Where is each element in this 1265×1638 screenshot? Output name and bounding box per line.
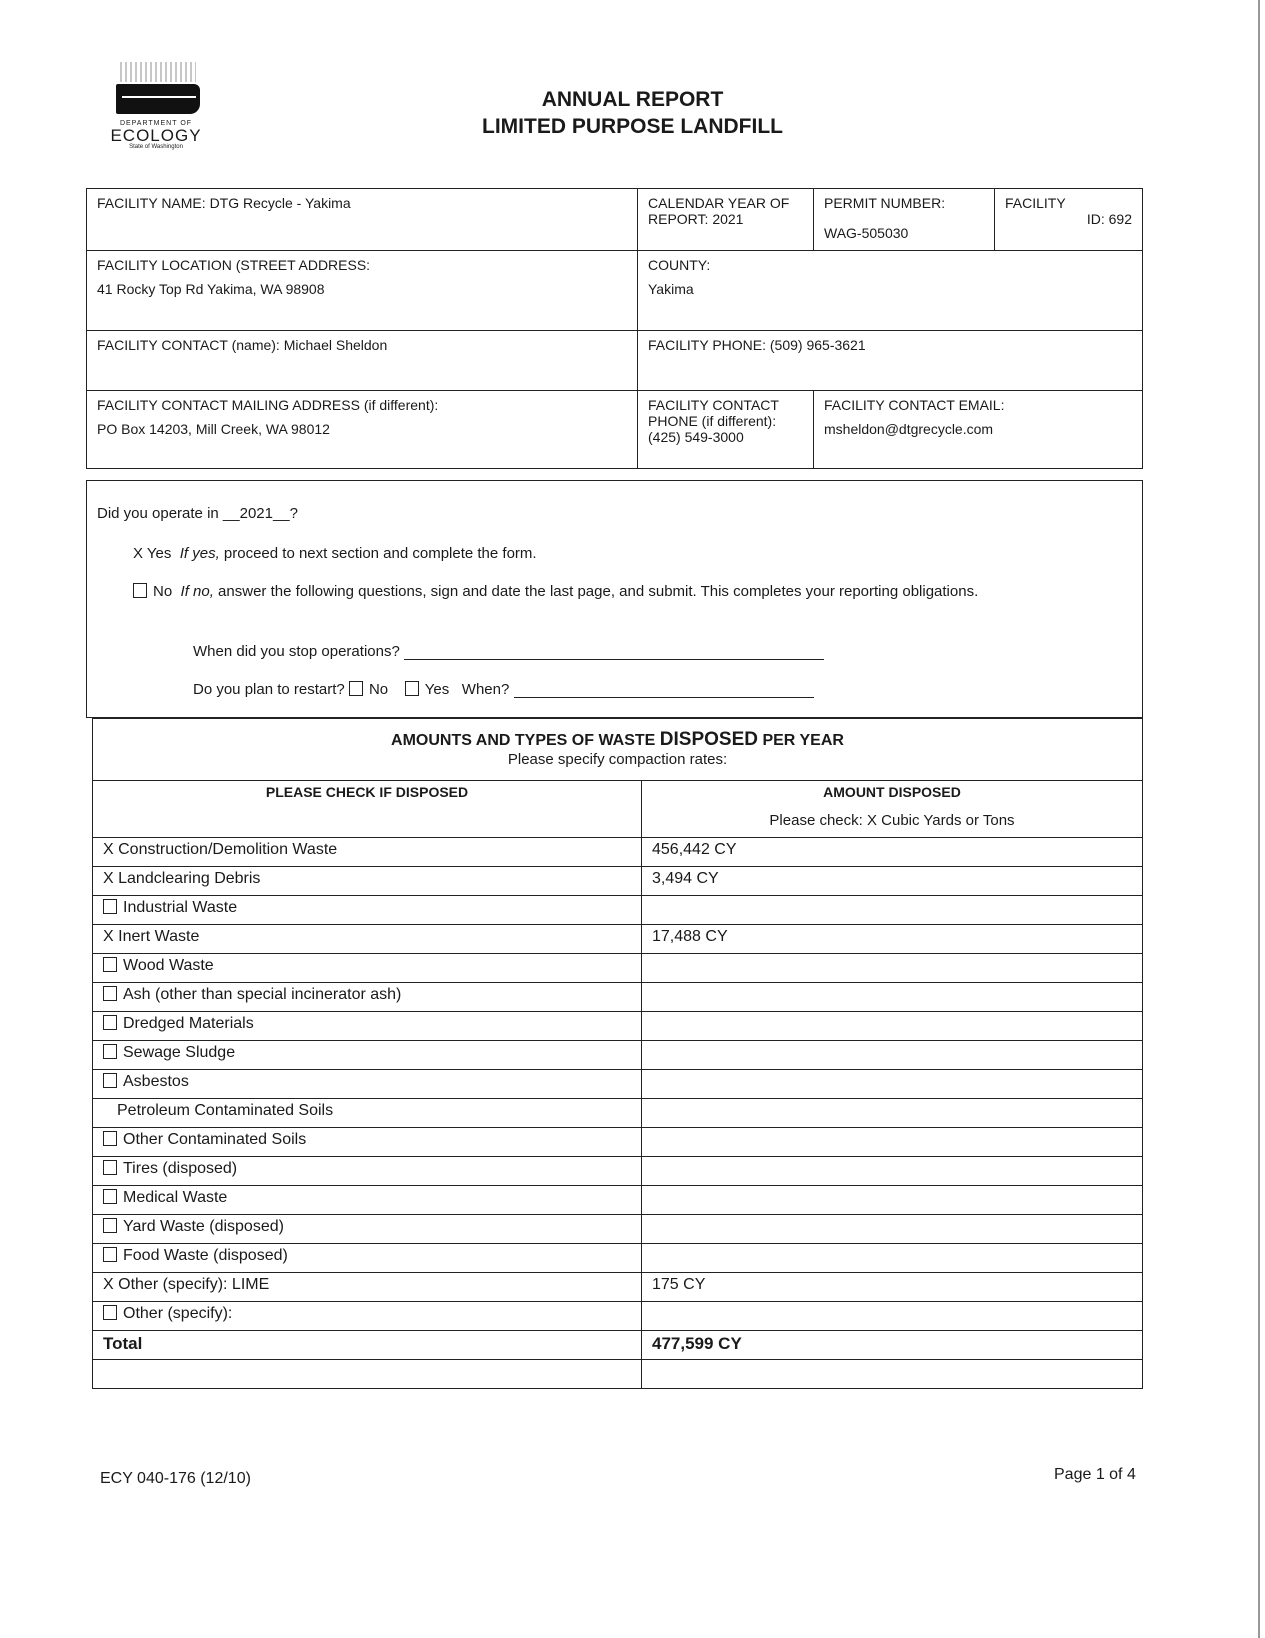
waste-row — [93, 1244, 1143, 1273]
unit-note: Please check: X Cubic Yards or Tons — [769, 812, 1015, 829]
yes-option[interactable]: X Yes If yes, proceed to next section and complete the form. — [133, 545, 537, 562]
logo-dept: DEPARTMENT OF — [119, 120, 193, 127]
waste-amount[interactable] — [642, 1157, 1143, 1186]
blank-row — [93, 1360, 642, 1389]
waste-type-label: Tires (disposed) — [123, 1160, 238, 1177]
checked-mark[interactable]: X — [103, 928, 119, 945]
waste-checkbox[interactable] — [103, 986, 117, 1001]
waste-amount[interactable] — [642, 1302, 1143, 1331]
facility-name-value[interactable]: DTG Recycle - Yakima — [209, 195, 351, 211]
waste-checkbox[interactable] — [103, 1189, 117, 1204]
restart-row: Do you plan to restart? No Yes When? — [193, 681, 814, 698]
waste-amount[interactable] — [642, 983, 1143, 1012]
waste-row — [93, 896, 1143, 925]
facility-location-value[interactable]: 41 Rocky Top Rd Yakima, WA 98908 — [97, 281, 325, 297]
waste-row — [93, 838, 1143, 867]
restart-yes-checkbox[interactable] — [405, 681, 419, 696]
mailing-address-value[interactable]: PO Box 14203, Mill Creek, WA 98012 — [97, 421, 330, 437]
waste-amount[interactable]: 17,488 CY — [642, 925, 1143, 954]
contact-phone-value[interactable]: (425) 549-3000 — [648, 429, 744, 445]
facility-info-table — [86, 188, 1143, 469]
waste-row — [93, 1302, 1143, 1331]
waste-checkbox[interactable] — [103, 1073, 117, 1088]
waste-row — [93, 1273, 1143, 1302]
waste-type-label: Industrial Waste — [123, 899, 238, 916]
waste-type-label: Other (specify): — [123, 1305, 233, 1322]
checked-mark[interactable]: X — [103, 841, 119, 858]
waste-amount[interactable]: 456,442 CY — [642, 838, 1143, 867]
col-header-amount: AMOUNT DISPOSED Please check: X Cubic Yards or Tons — [642, 781, 1143, 838]
waste-amount[interactable] — [642, 1099, 1143, 1128]
page-number: Page 1 of 4 — [1054, 1466, 1136, 1483]
waste-amount[interactable] — [642, 1041, 1143, 1070]
scan-edge-line — [1258, 0, 1260, 1638]
total-value[interactable]: 477,599 CY — [642, 1331, 1143, 1360]
waste-row — [93, 1099, 1143, 1128]
waste-amount[interactable] — [642, 1244, 1143, 1273]
waste-type-label: Petroleum Contaminated Soils — [117, 1102, 334, 1119]
waste-type-label: Construction/Demolition Waste — [118, 841, 338, 858]
form-id: ECY 040-176 (12/10) — [100, 1470, 251, 1487]
checked-mark[interactable]: X — [103, 1276, 119, 1293]
restart-no-checkbox[interactable] — [349, 681, 363, 696]
waste-type-label: Sewage Sludge — [123, 1044, 236, 1061]
no-checkbox[interactable] — [133, 583, 147, 598]
waste-row — [93, 983, 1143, 1012]
operations-section — [86, 480, 1143, 718]
waste-type-label: Food Waste (disposed) — [123, 1247, 288, 1264]
waste-amount[interactable] — [642, 896, 1143, 925]
calendar-year-cell: CALENDAR YEAR OF REPORT: 2021 — [638, 189, 814, 251]
waste-type-label: Medical Waste — [123, 1189, 228, 1206]
waste-checkbox[interactable] — [103, 1160, 117, 1175]
col-header-check: PLEASE CHECK IF DISPOSED — [93, 781, 642, 838]
county-value[interactable]: Yakima — [648, 281, 694, 297]
total-label: Total — [93, 1331, 642, 1360]
waste-amount[interactable] — [642, 1128, 1143, 1157]
waste-amount[interactable] — [642, 954, 1143, 983]
waste-row — [93, 1215, 1143, 1244]
waste-row — [93, 1186, 1143, 1215]
no-option[interactable]: No If no, answer the following questions, sign and date the last page, and submit. This completes your reporting obligations. — [97, 583, 1097, 600]
waste-row — [93, 954, 1143, 983]
facility-contact-cell: FACILITY CONTACT (name): Michael Sheldon — [87, 331, 638, 391]
calendar-year-value[interactable]: 2021 — [712, 211, 744, 227]
waste-checkbox[interactable] — [103, 1015, 117, 1030]
waste-checkbox[interactable] — [103, 1247, 117, 1262]
waste-checkbox[interactable] — [103, 1305, 117, 1320]
waste-type-label: Landclearing Debris — [118, 870, 261, 887]
waste-type-label: Wood Waste — [123, 957, 214, 974]
waste-checkbox[interactable] — [103, 1044, 117, 1059]
restart-when-field[interactable] — [514, 683, 814, 698]
waste-type-label: Dredged Materials — [123, 1015, 254, 1032]
waste-row — [93, 925, 1143, 954]
logo-name: ECOLOGY — [110, 126, 202, 145]
waste-row — [93, 1041, 1143, 1070]
waste-amount[interactable] — [642, 1215, 1143, 1244]
facility-id-cell: FACILITY ID: 692 — [995, 189, 1143, 251]
waste-checkbox[interactable] — [103, 1131, 117, 1146]
contact-email-cell: FACILITY CONTACT EMAIL: msheldon@dtgrecycle.com — [814, 391, 1143, 469]
waste-type-label: Inert Waste — [118, 928, 200, 945]
stop-operations-row: When did you stop operations? — [193, 643, 824, 660]
facility-phone-cell: FACILITY PHONE: (509) 965-3621 — [638, 331, 1143, 391]
waste-amount[interactable]: 3,494 CY — [642, 867, 1143, 896]
contact-email-value[interactable]: msheldon@dtgrecycle.com — [824, 421, 994, 437]
waste-amount[interactable] — [642, 1012, 1143, 1041]
waste-row — [93, 1012, 1143, 1041]
contact-phone-cell: FACILITY CONTACT PHONE (if different): (425) 549-3000 — [638, 391, 814, 469]
waste-row — [93, 1128, 1143, 1157]
waste-amount[interactable] — [642, 1186, 1143, 1215]
waste-amount[interactable]: 175 CY — [642, 1273, 1143, 1302]
operate-question: Did you operate in __2021__? — [97, 505, 298, 522]
facility-id-value[interactable]: ID: 692 — [1086, 211, 1132, 227]
facility-name-cell — [87, 189, 638, 251]
waste-type-label: Other (specify): LIME — [118, 1276, 270, 1293]
page-title: ANNUAL REPORT LIMITED PURPOSE LANDFILL — [482, 88, 783, 138]
waste-type-label: Ash (other than special incinerator ash) — [123, 986, 402, 1003]
mailing-address-cell: FACILITY CONTACT MAILING ADDRESS (if different): PO Box 14203, Mill Creek, WA 98012 — [87, 391, 638, 469]
waste-amount[interactable] — [642, 1070, 1143, 1099]
facility-name-label: FACILITY NAME: — [97, 195, 206, 211]
logo-state: State of Washington — [129, 144, 183, 150]
checked-mark[interactable]: X — [103, 870, 119, 887]
waste-row — [93, 1157, 1143, 1186]
waste-disposed-table — [92, 718, 1143, 1389]
waste-type-label: Asbestos — [123, 1073, 189, 1090]
waste-checkbox[interactable] — [103, 957, 117, 972]
county-cell: COUNTY: Yakima — [638, 251, 1143, 331]
permit-number-cell: PERMIT NUMBER: WAG-505030 — [814, 189, 995, 251]
facility-phone-value[interactable]: (509) 965-3621 — [769, 337, 866, 353]
waste-checkbox[interactable] — [103, 1218, 117, 1233]
yes-mark: X Yes — [133, 545, 172, 562]
waste-row — [93, 867, 1143, 896]
waste-type-label: Other Contaminated Soils — [123, 1131, 307, 1148]
waste-section-title: AMOUNTS AND TYPES OF WASTE DISPOSED PER YEAR Please specify compaction rates: — [93, 719, 1143, 781]
waste-row — [93, 1070, 1143, 1099]
waste-type-label: Yard Waste (disposed) — [123, 1218, 284, 1235]
permit-number-value[interactable]: WAG-505030 — [824, 225, 909, 241]
stop-date-field[interactable] — [404, 645, 824, 660]
facility-location-cell: FACILITY LOCATION (STREET ADDRESS: 41 Rocky Top Rd Yakima, WA 98908 — [87, 251, 638, 331]
facility-contact-value[interactable]: Michael Sheldon — [283, 337, 388, 353]
compaction-note: Please specify compaction rates: — [507, 751, 728, 768]
waste-checkbox[interactable] — [103, 899, 117, 914]
